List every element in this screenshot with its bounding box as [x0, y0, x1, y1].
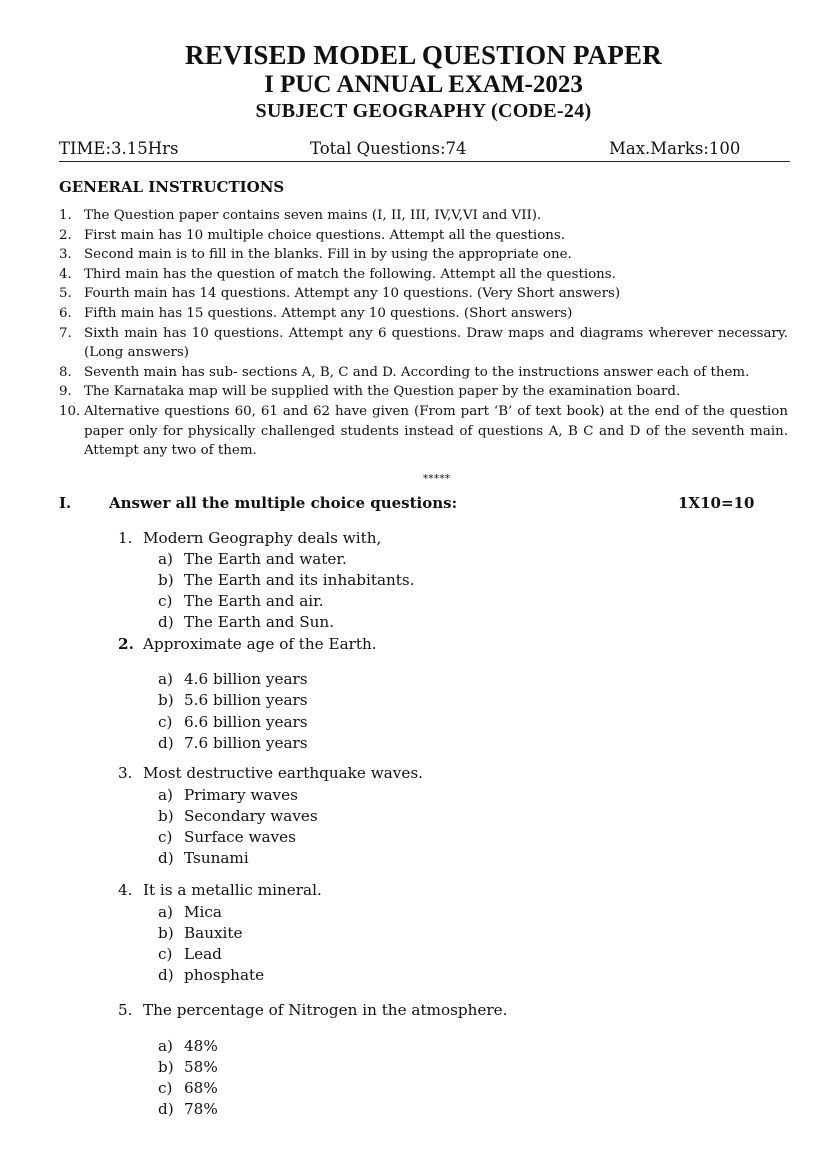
option: b) Bauxite	[158, 924, 243, 942]
option: d) Tsunami	[158, 849, 249, 867]
instruction-item: 3. Second main is to fill in the blanks. Fill in by using the appropriate one.	[59, 247, 572, 263]
exam-name: I PUC ANNUAL EXAM-2023	[264, 71, 583, 98]
option: d) The Earth and Sun.	[158, 613, 335, 631]
subject-line: SUBJECT GEOGRAPHY (CODE-24)	[255, 100, 592, 122]
option: d) 78%	[158, 1100, 218, 1118]
option: a) The Earth and water.	[158, 550, 347, 568]
option: d) phosphate	[158, 966, 265, 984]
section-title: Answer all the multiple choice questions:	[109, 494, 458, 512]
question: 3. Most destructive earthquake waves.	[118, 764, 423, 782]
option: b) Secondary waves	[158, 807, 318, 825]
instruction-item: 6. Fifth main has 15 questions. Attempt any 10 questions. (Short answers)	[59, 305, 573, 321]
instruction-item: 7. Sixth main has 10 questions. Attempt any 6 questions. Draw maps and diagrams wherever necessary. (Long answers)	[59, 325, 788, 361]
instruction-item: 10. Alternative questions 60, 61 and 62 have given (From part ‘B’ of text book) at the end of the question paper only for physically challenged students instead of questions A, B C and D of the seventh main. Attempt any two of them.	[59, 403, 788, 459]
instruction-item: 4. Third main has the question of match the following. Attempt all the questions.	[59, 266, 616, 282]
instruction-item: 8. Seventh main has sub- sections A, B, C and D. According to the instructions answer each of them.	[59, 364, 750, 380]
section-marks: 1X10=10	[678, 494, 755, 512]
question: 5. The percentage of Nitrogen in the atmosphere.	[118, 1001, 508, 1019]
option: c) 68%	[158, 1079, 218, 1097]
option: a) Mica	[158, 903, 222, 921]
question: 1. Modern Geography deals with,	[118, 529, 382, 547]
paper-title: REVISED MODEL QUESTION PAPER	[185, 40, 662, 70]
time-label: TIME:3.15Hrs	[59, 139, 179, 158]
option: b) The Earth and its inhabitants.	[158, 571, 415, 589]
instructions-heading: GENERAL INSTRUCTIONS	[59, 178, 285, 196]
option: c) Lead	[158, 945, 222, 963]
section-number: I.	[59, 494, 72, 512]
question: 2. Approximate age of the Earth.	[118, 635, 377, 653]
option: b) 58%	[158, 1058, 218, 1076]
max-marks-label: Max.Marks:100	[609, 139, 741, 158]
header-divider	[59, 161, 790, 162]
instruction-item: 2. First main has 10 multiple choice questions. Attempt all the questions.	[59, 227, 566, 243]
instruction-item: 5. Fourth main has 14 questions. Attempt any 10 questions. (Very Short answers)	[59, 286, 621, 302]
instruction-item: 1. The Question paper contains seven mains (I, II, III, IV,V,VI and VII).	[59, 208, 542, 223]
option: a) 4.6 billion years	[158, 670, 308, 688]
option: c) 6.6 billion years	[158, 713, 308, 731]
option: a) Primary waves	[158, 786, 298, 804]
option: c) The Earth and air.	[158, 592, 324, 610]
instruction-item: 9. The Karnataka map will be supplied with the Question paper by the examination board.	[59, 384, 681, 400]
option: b) 5.6 billion years	[158, 691, 308, 709]
option: a) 48%	[158, 1037, 218, 1055]
question: 4. It is a metallic mineral.	[118, 881, 322, 899]
instructions-list	[59, 206, 788, 461]
option: d) 7.6 billion years	[158, 734, 308, 752]
separator-stars: *****	[422, 472, 451, 485]
option: c) Surface waves	[158, 828, 296, 846]
total-questions-label: Total Questions:74	[310, 139, 467, 158]
